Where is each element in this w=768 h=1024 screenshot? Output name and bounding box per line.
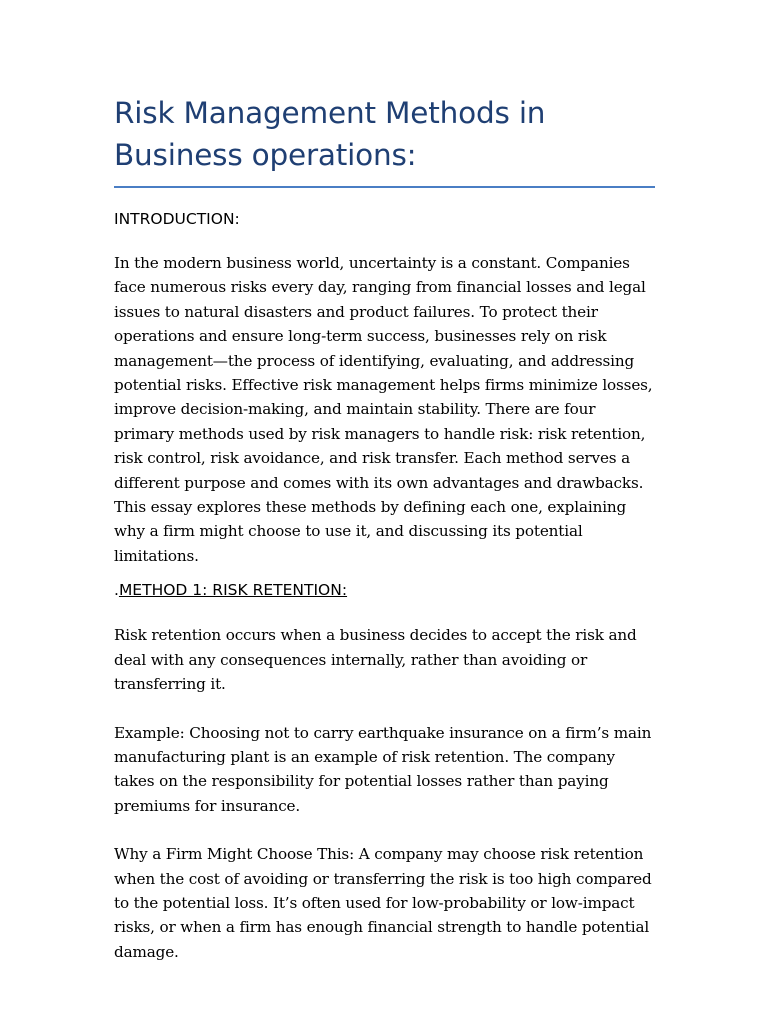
method-1-why-paragraph: Why a Firm Might Choose This: A company may choose risk retention when the cost of avoiding or transferring the risk is too high compared to the potential loss. It’s often used for low-probability or low-impact risks, or when a firm has enough financial strength to handle potential damage. (114, 845, 652, 961)
method-1-heading-prefix: . (114, 581, 119, 600)
introduction-paragraph: In the modern business world, uncertainty is a constant. Companies face numerous risks every day, ranging from financial losses and legal issues to natural disasters and product failures. To protect their operations and ensure long-term success, businesses rely on risk management—the process of identifying, evaluating, and addressing potential risks. Effective risk management helps firms minimize losses, improve decision-making, and maintain stability. There are four primary methods used by risk managers to handle risk: risk retention, risk control, risk avoidance, and risk transfer. Each method serves a different purpose and comes with its own advantages and drawbacks. This essay explores these methods by defining each one, explaining why a firm might choose to use it, and discussing its potential limitations. (114, 254, 653, 565)
method-1-example-paragraph: Example: Choosing not to carry earthquake insurance on a firm’s main manufacturing plant is an example of risk retention. The company takes on the responsibility for potential losses rather than paying premiums for insurance. (114, 723, 652, 815)
title-underline-divider (114, 186, 655, 188)
method-1-definition-paragraph: Risk retention occurs when a business decides to accept the risk and deal with any consequences internally, rather than avoiding or transferring it. (114, 626, 637, 694)
document-title: Risk Management Methods in Business operations: (114, 96, 546, 172)
method-1-heading-text: METHOD 1: RISK RETENTION: (118, 581, 348, 600)
introduction-heading: INTRODUCTION: (114, 210, 240, 228)
method-1-heading (114, 579, 654, 601)
document-page (114, 92, 654, 964)
